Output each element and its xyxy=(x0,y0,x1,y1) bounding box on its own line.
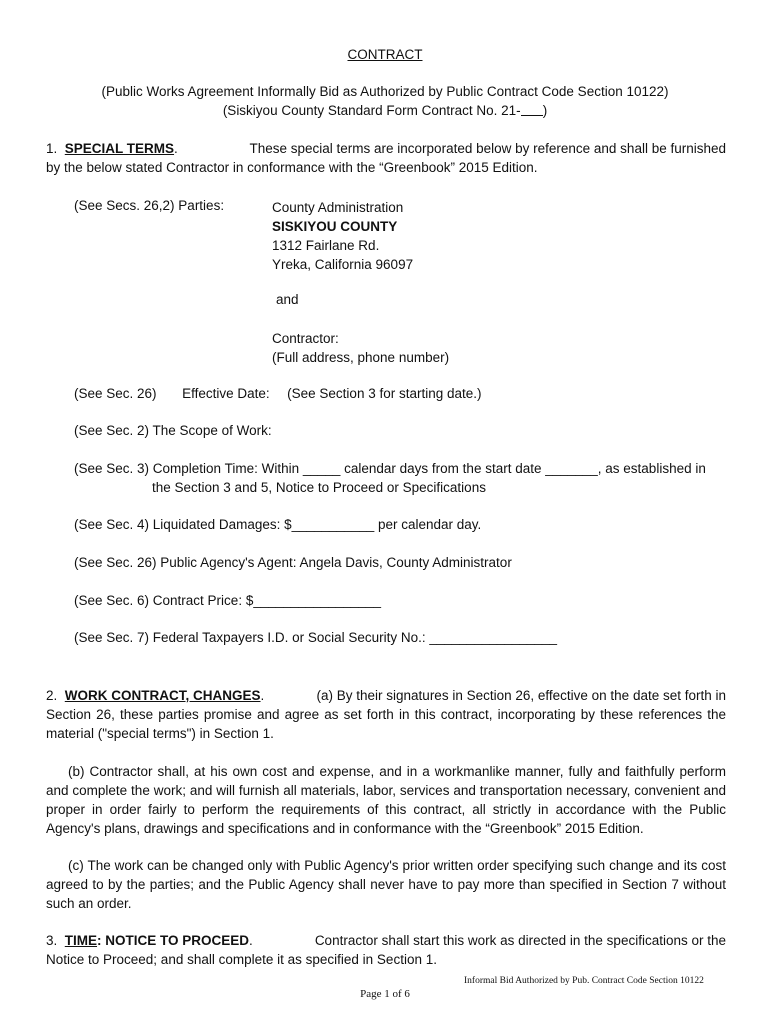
section-2-b: (b) Contractor shall, at his own cost and expense, and in a workmanlike manner, fully and faithfully perform and complete the work; and will furnish all materials, labor, services and transportation necessary, convenient and proper in order fairly to perform the requirements of this contract, all strictly in accordance with the Public Agency's plans, drawings and specifications and in conformance with the “Greenbook” 2015 Edition. xyxy=(46,764,726,836)
section-1-title: SPECIAL TERMS xyxy=(64,141,175,156)
effective-date-ref: (See Sec. 26) xyxy=(74,386,157,401)
section-2-heading xyxy=(46,686,264,705)
subtitle-line-1: (Public Works Agreement Informally Bid as Authorized by Public Contract Code Section 10122) xyxy=(101,84,669,99)
scope-of-work: (See Sec. 2) The Scope of Work: xyxy=(74,423,272,438)
section-1-period: . xyxy=(174,141,178,156)
section-3-number: 3. xyxy=(46,933,58,948)
section-3-title-notice: : NOTICE TO PROCEED xyxy=(97,933,250,948)
taxpayer-id: (See Sec. 7) Federal Taxpayers I.D. or Social Security No.: _________________ xyxy=(74,630,558,645)
section-1-text-line-1: These special terms are incorporated below by reference and shall be furnished xyxy=(249,141,726,156)
section-3-text-line-1: Contractor shall start this work as directed in the specifications or the xyxy=(314,933,726,948)
footer-note: Informal Bid Authorized by Pub. Contract Code Section 10122 xyxy=(464,976,704,986)
county-address-1: 1312 Fairlane Rd. xyxy=(272,238,380,253)
section-1-number: 1. xyxy=(46,141,58,156)
completion-time-line-1: (See Sec. 3) Completion Time: Within _____ calendar days from the start date _______, as established in xyxy=(74,461,706,476)
document-title: CONTRACT xyxy=(347,47,423,62)
contractor-block xyxy=(272,329,449,367)
section-3-period: . xyxy=(249,933,253,948)
section-1-heading xyxy=(46,141,178,156)
contract-price: (See Sec. 6) Contract Price: $_________________ xyxy=(74,593,381,608)
county-admin: County Administration xyxy=(272,200,404,215)
section-2-title: WORK CONTRACT, CHANGES xyxy=(64,688,261,703)
section-2-period: . xyxy=(260,688,265,703)
and-text: and xyxy=(276,292,299,307)
contractor-label: Contractor: xyxy=(272,331,339,346)
liquidated-damages: (See Sec. 4) Liquidated Damages: $___________ per calendar day. xyxy=(74,517,482,532)
section-3-text-line-2: Notice to Proceed; and shall complete it as specified in Section 1. xyxy=(46,952,437,967)
section-2-a-rest: Section 26, these parties promise and agree as set forth in this contract, incorporating by these references the material ("special terms") in Section 1. xyxy=(46,707,726,741)
section-2-a-line-1: (a) By their signatures in Section 26, effective on the date set forth in xyxy=(316,688,726,703)
subtitle-prefix: (Siskiyou County Standard Form Contract No. 21- xyxy=(222,103,521,118)
county-address-2: Yreka, California 96097 xyxy=(272,257,414,272)
section-2-a xyxy=(46,686,726,743)
contract-number-blank xyxy=(521,103,543,116)
section-3 xyxy=(46,931,726,969)
parties-label: (See Secs. 26,2) Parties: xyxy=(74,198,225,213)
section-1-intro xyxy=(46,141,726,175)
county-block xyxy=(272,198,413,274)
section-1-text-line-2: by the below stated Contractor in conformance with the “Greenbook” 2015 Edition. xyxy=(46,160,538,175)
section-2-c: (c) The work can be changed only with Public Agency's prior written order specifying such change and its cost agreed to by the parties; and the Public Agency shall never have to pay more than specified in Section 7 without such an order. xyxy=(46,858,726,911)
effective-date-note: (See Section 3 for starting date.) xyxy=(287,386,482,401)
section-3-title-time: TIME xyxy=(64,933,98,948)
effective-date-row xyxy=(74,386,482,401)
page-number: Page 1 of 6 xyxy=(360,988,410,1000)
county-name: SISKIYOU COUNTY xyxy=(272,219,398,234)
completion-time-line-2: the Section 3 and 5, Notice to Proceed or Specifications xyxy=(152,480,486,495)
contractor-hint: (Full address, phone number) xyxy=(272,350,450,365)
effective-date-label: Effective Date: xyxy=(182,386,270,401)
subtitle-line-2 xyxy=(0,103,770,118)
subtitle-suffix: ) xyxy=(542,103,548,118)
public-agency-agent: (See Sec. 26) Public Agency's Agent: Angela Davis, County Administrator xyxy=(74,555,512,570)
section-2-number: 2. xyxy=(46,688,58,703)
section-3-heading xyxy=(46,931,253,950)
